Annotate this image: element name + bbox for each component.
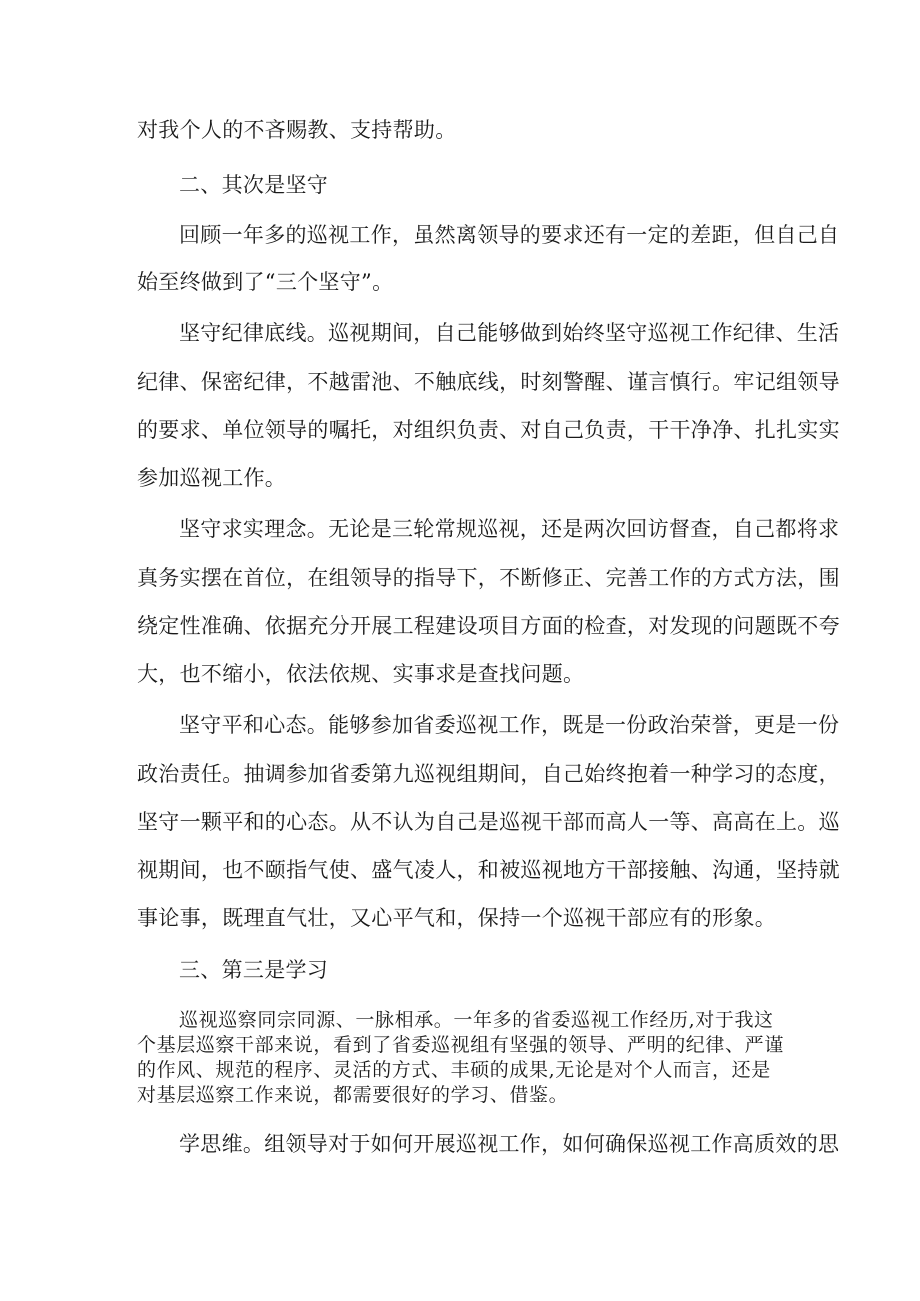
text-line: 的作风、规范的程序、灵活的方式、丰硕的成果,无论是对个人而言，还是 xyxy=(137,1059,771,1081)
text-line: 绕定性准确、依据充分开展工程建设项目方面的检查，对发现的问题既不夸 xyxy=(137,614,840,638)
text-line: 真务实摆在首位，在组领导的指导下，不断修正、完善工作的方式方法，围 xyxy=(137,566,840,590)
section-heading: 三、第三是学习 xyxy=(179,958,329,982)
text-line: 个基层巡察干部来说，看到了省委巡视组有坚强的领导、严明的纪律、严谨 xyxy=(137,1034,784,1056)
text-line: 事论事，既理直气壮，又心平气和，保持一个巡视干部应有的形象。 xyxy=(137,906,776,930)
text-line: 参加巡视工作。 xyxy=(137,466,287,490)
text-line: 对基层巡察工作来说，都需要很好的学习、借鉴。 xyxy=(137,1084,569,1106)
text-line: 巡视巡察同宗同源、一脉相承。一年多的省委巡视工作经历,对于我这 xyxy=(179,1009,774,1031)
text-line: 坚守一颗平和的心态。从不认为自己是巡视干部而高人一等、高高在上。巡 xyxy=(137,810,840,834)
text-line: 纪律、保密纪律，不越雷池、不触底线，时刻警醒、谨言慎行。牢记组领导 xyxy=(137,370,840,394)
text-line: 对我个人的不吝赐教、支持帮助。 xyxy=(137,118,457,142)
text-line: 政治责任。抽调参加省委第九巡视组期间，自己始终抱着一种学习的态度， xyxy=(137,762,840,786)
text-line: 坚守纪律底线。巡视期间，自己能够做到始终坚守巡视工作纪律、生活 xyxy=(179,321,840,345)
text-line: 视期间，也不颐指气使、盛气凌人，和被巡视地方干部接触、沟通，坚持就 xyxy=(137,858,840,882)
text-line: 学思维。组领导对于如何开展巡视工作，如何确保巡视工作高质效的思 xyxy=(179,1132,840,1156)
text-line: 坚守求实理念。无论是三轮常规巡视，还是两次回访督查，自己都将求 xyxy=(179,517,840,541)
text-line: 的要求、单位领导的嘱托，对组织负责、对自己负责，干干净净、扎扎实实 xyxy=(137,418,840,442)
text-line: 大，也不缩小，依法依规、实事求是查找问题。 xyxy=(137,662,585,686)
text-line: 始至终做到了“三个坚守”。 xyxy=(137,270,394,294)
text-line: 回顾一年多的巡视工作，虽然离领导的要求还有一定的差距，但自己自 xyxy=(179,223,840,247)
text-line: 坚守平和心态。能够参加省委巡视工作，既是一份政治荣誉，更是一份 xyxy=(179,713,840,737)
section-heading: 二、其次是坚守 xyxy=(179,173,329,197)
